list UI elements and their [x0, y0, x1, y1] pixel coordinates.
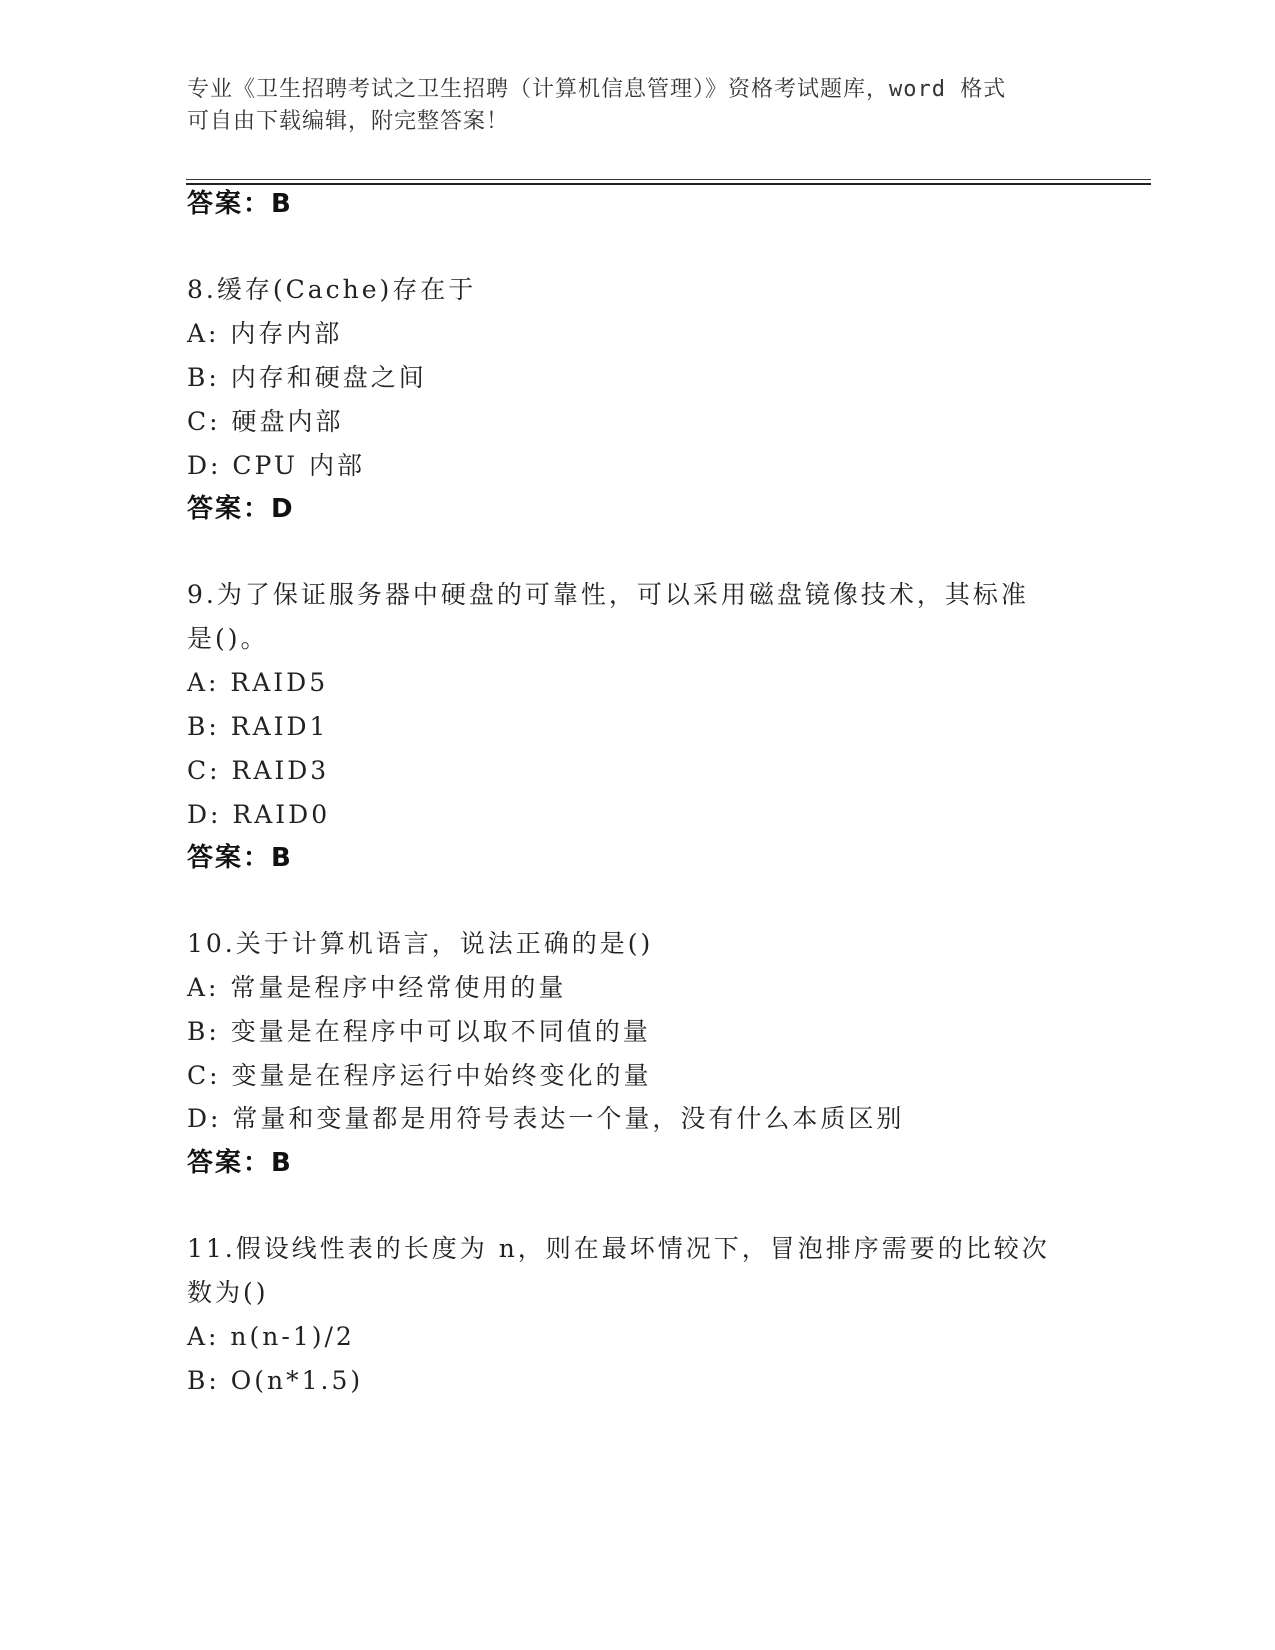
option-a: A: 常量是程序中经常使用的量 — [187, 973, 567, 1002]
header-rule-thin — [186, 179, 1151, 180]
header-rule-thick — [186, 183, 1151, 185]
header-line-2: 可自由下载编辑，附完整答案！ — [187, 109, 510, 134]
option-d: D: RAID0 — [187, 800, 331, 829]
question-text-continued: 数为() — [187, 1278, 269, 1307]
option-b: B: O(n*1.5) — [187, 1366, 364, 1395]
question-text: 11.假设线性表的长度为 n，则在最坏情况下，冒泡排序需要的比较次 — [187, 1234, 1050, 1263]
option-d: D: 常量和变量都是用符号表达一个量，没有什么本质区别 — [187, 1104, 905, 1133]
question-text: 10.关于计算机语言，说法正确的是() — [187, 929, 654, 958]
option-d: D: CPU 内部 — [187, 451, 365, 480]
document-header — [187, 74, 1067, 138]
option-b: B: 变量是在程序中可以取不同值的量 — [187, 1017, 651, 1046]
option-c: C: 变量是在程序运行中始终变化的量 — [187, 1061, 652, 1090]
option-c: C: RAID3 — [187, 756, 330, 785]
option-a: A: 内存内部 — [187, 319, 343, 348]
question-text-continued: 是()。 — [187, 624, 269, 653]
header-line-1: 专业《卫生招聘考试之卫生招聘（计算机信息管理）》资格考试题库，word 格式 — [187, 77, 1007, 102]
question-text: 9.为了保证服务器中硬盘的可靠性，可以采用磁盘镜像技术，其标准 — [187, 580, 1029, 609]
option-b: B: 内存和硬盘之间 — [187, 363, 427, 392]
option-a: A: n(n-1)/2 — [187, 1322, 355, 1351]
answer-label: 答案：B — [187, 1148, 293, 1178]
answer-label: 答案：B — [187, 189, 293, 219]
answer-label: 答案：B — [187, 843, 293, 873]
question-text: 8.缓存(Cache)存在于 — [187, 275, 477, 304]
option-a: A: RAID5 — [187, 668, 329, 697]
option-b: B: RAID1 — [187, 712, 329, 741]
option-c: C: 硬盘内部 — [187, 407, 344, 436]
answer-label: 答案：D — [187, 494, 295, 524]
